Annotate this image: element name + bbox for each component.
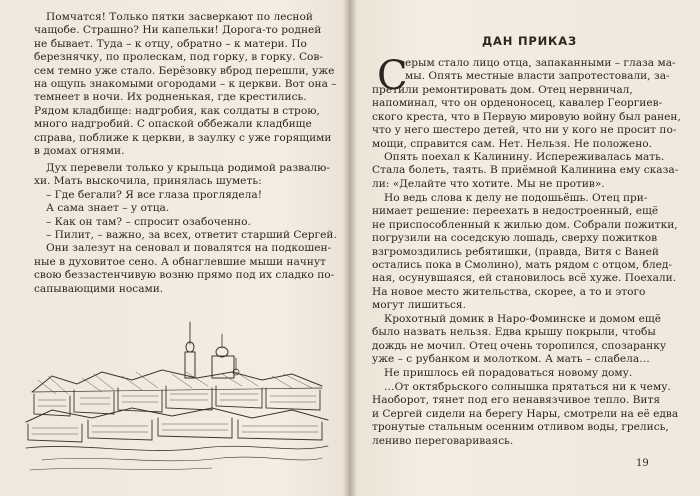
right-paragraph-4 [372, 313, 667, 367]
text-line: было назвать нельзя. Едва крышу покрыли, чтобы [372, 326, 656, 339]
text-line: могут лишиться. [372, 299, 466, 312]
left-paragraph-1 [34, 11, 337, 158]
text-line: нимает решение: переехать в недостроенный, ещё [372, 205, 659, 218]
text-line: ная, осунувшаяся, ей становилось всё хуже. Поехали. [372, 272, 677, 285]
text-line: сем темно уже стало. Берёзовку вброд перешли, уже [34, 64, 335, 77]
text-line: …От октябрьского солнышка прятаться ни к чему. [384, 381, 671, 393]
text-line: – Где бегали? Я все глаза проглядела! [46, 188, 262, 201]
text-line: много надгробий. С опаской оббежали кладбище [34, 118, 312, 131]
text-line: в домах огнями. [34, 145, 125, 158]
text-line: темнеет в ночи. Их родненькая, где крестились. [34, 91, 307, 104]
text-line: Наоборот, тянет под его ненавязчивое тепло. Витя [372, 394, 661, 407]
text-line: остались пока в Смолино), мать рядом с отцом, блед- [372, 259, 672, 272]
text-line: мощи, справится сам. Нет. Нельзя. Не положено. [372, 137, 652, 150]
text-line: Дух перевели только у крыльца родимой развалю- [46, 162, 330, 174]
text-line: На новое место жительства, скорее, а то и этого [372, 285, 646, 298]
text-line: Помчатся! Только пятки засверкают по лесной [46, 11, 313, 23]
text-line: березнячку, по пролескам, под горку, в горку. Сов- [34, 51, 323, 64]
right-first-paragraph-wrapped [405, 57, 676, 84]
text-line: напоминал, что он орденоносец, кавалер Георгиев- [372, 97, 663, 110]
text-line: чащобе. Страшно? Ни капельки! Дорога-то родней [34, 24, 322, 37]
text-line: что у него шестеро детей, что ни у кого не просит по- [372, 124, 677, 137]
right-paragraph-5 [372, 367, 650, 380]
text-line: лениво переговариваясь. [372, 434, 514, 447]
text-line: хи. Мать выскочила, принялась шуметь: [34, 175, 262, 188]
text-line: и Сергей сидели на берегу Нары, смотрели на её едва [372, 407, 679, 420]
text-line: – Как он там? – спросит озабоченно. [46, 215, 251, 228]
text-line: – Пилит, – важно, за всех, ответит старший Сергей. [46, 229, 337, 242]
text-line: Не пришлось ей порадоваться новому дому. [384, 367, 633, 379]
page-number: 19 [636, 458, 649, 469]
text-line: мы. Опять местные власти запротестовали, за- [405, 70, 670, 83]
text-line: Рядом кладбище: надгробия, как солдаты в строю, [34, 104, 320, 117]
right-paragraph-3 [372, 192, 678, 313]
text-line: Стала болеть, таять. В приёмной Калинина ему сказа- [372, 164, 679, 177]
text-line: Но ведь слова к делу не подошьёшь. Отец при- [384, 192, 648, 204]
text-line: погрузили на соседскую лошадь, сверху пожитков [372, 232, 658, 245]
left-paragraph-2 [34, 162, 337, 296]
text-line: Опять поехал к Калинину. Испереживалась мать. [384, 151, 665, 163]
text-line: свою беззастенчивую возню прямо под их сладко по- [34, 269, 335, 282]
text-line: справа, поближе к церкви, в заулку с уже горящими [34, 131, 332, 144]
drop-cap-letter: С [377, 53, 408, 99]
text-line: не приспособленный к жилью дом. Собрали пожитки, [372, 218, 678, 231]
text-line: уже – с рубанком и молотком. А мать – слабела… [372, 353, 650, 366]
text-line: претили ремонтировать дом. Отец нервничал, [372, 84, 633, 96]
text-line: Крохотный домик в Наро-Фоминске и домом ещё [384, 313, 661, 325]
village-sketch-illustration [22, 314, 332, 474]
text-line: ли: «Делайте что хотите. Мы не против». [372, 177, 605, 190]
text-line: тронутые стальным осенним отливом воды, грелись, [372, 421, 669, 434]
left-page [0, 0, 348, 496]
text-line: сапывающими носами. [34, 282, 164, 295]
text-line: ерым стало лицо отца, запаканными – глаза ма- [405, 57, 676, 69]
text-line: дождь не мочил. Отец очень торопился, спозаранку [372, 339, 667, 352]
text-line: взгромоздились ребятишки, (правда, Витя с Ваней [372, 245, 659, 258]
text-line: не бывает. Туда – к отцу, обратно – к матери. По [34, 37, 307, 50]
text-line: Они залезут на сеновал и повалятся на подкошен- [46, 242, 332, 255]
text-line: на ощупь знакомыми огородами – к церкви. Вот она – [34, 78, 337, 91]
text-line: ского креста, что в Первую мировую войну был ранен, [372, 110, 681, 123]
right-first-paragraph [372, 84, 681, 151]
text-line: ные в духовитое сено. А обнаглевшие мыши начнут [34, 255, 326, 268]
chapter-heading: ДАН ПРИКАЗ [482, 34, 577, 48]
text-line: А сама знает – у отца. [46, 202, 170, 215]
right-paragraph-2 [372, 151, 679, 191]
right-paragraph-6 [372, 381, 679, 448]
